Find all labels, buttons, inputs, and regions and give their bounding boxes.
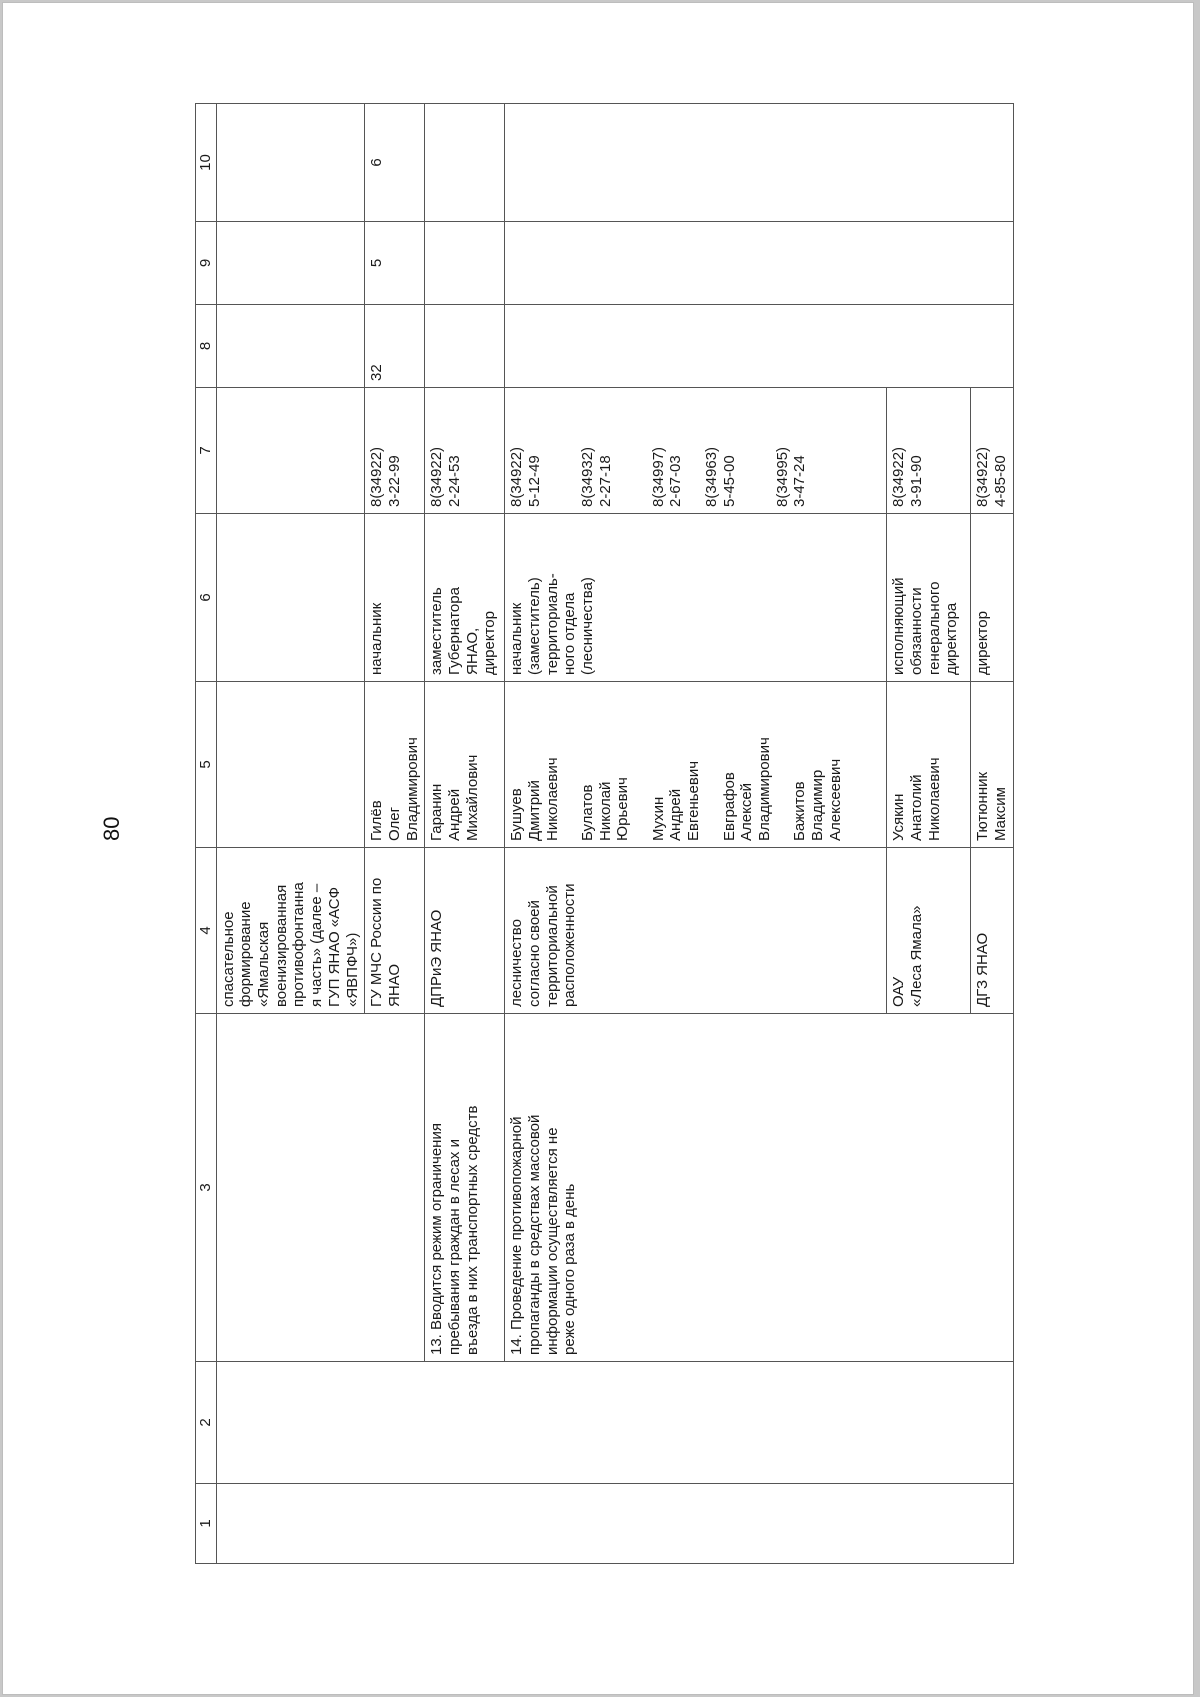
person-cell: Усякин Анатолий Николаевич	[887, 682, 971, 848]
organization-cell: ОАУ «Леса Ямала»	[887, 848, 971, 1014]
person-cell: Гилёв Олег Владимирович	[365, 682, 425, 848]
phone-cell: 8(34922) 4-85-80	[971, 388, 1013, 514]
measures-table	[195, 103, 1014, 1564]
column-number: 7	[196, 388, 217, 514]
phone-cell	[216, 388, 365, 514]
cell-col3	[216, 1014, 425, 1362]
organization-cell: ДПРиЭ ЯНАО	[425, 848, 505, 1014]
rotated-table-container	[195, 104, 1077, 1564]
cell-col9	[216, 222, 365, 305]
position-cell: начальник	[365, 514, 425, 682]
position-cell: начальник (заместитель) территориаль- ного отдела (лесничества)	[505, 514, 887, 682]
column-number: 8	[196, 305, 217, 388]
cell-col10	[505, 104, 1013, 222]
column-number: 10	[196, 104, 217, 222]
organization-cell: спасательное формирование «Ямальская военизированная противофонтанна я часть» (далее – ГУП ЯНАО «АСФ «ЯВПФЧ»)	[216, 848, 365, 1014]
column-number: 4	[196, 848, 217, 1014]
person-cell: Гаранин Андрей Михайлович	[425, 682, 505, 848]
cell-col9	[425, 222, 505, 305]
column-number-row	[196, 104, 217, 1564]
cell-col10	[425, 104, 505, 222]
column-number: 5	[196, 682, 217, 848]
column-number: 1	[196, 1484, 217, 1564]
table-row	[505, 104, 887, 1564]
cell-col2	[216, 1362, 1013, 1484]
measure-cell: 13. Вводится режим ограничения пребывания граждан в лесах и въезда в них транспортных средств	[425, 1014, 505, 1362]
column-number: 6	[196, 514, 217, 682]
position-cell: исполняющий обязанности генерального директора	[887, 514, 971, 682]
table-row	[425, 104, 505, 1564]
column-number: 2	[196, 1362, 217, 1484]
organization-cell: ДГЗ ЯНАО	[971, 848, 1013, 1014]
person-cell	[216, 682, 365, 848]
measure-cell: 14. Проведение противопожарной пропаганды в средствах массовой информации осуществляется не реже одного раза в день	[505, 1014, 1013, 1362]
cell-col10: 6	[365, 104, 425, 222]
column-number: 9	[196, 222, 217, 305]
phone-cell: 8(34922) 5-12-49 8(34932) 2-27-18 8(34997) 2-67-03 8(34963) 5-45-00 8(34995) 3-47-24	[505, 388, 887, 514]
cell-col9: 5	[365, 222, 425, 305]
document-page	[2, 2, 1194, 1695]
table-row	[216, 104, 365, 1564]
cell-col1	[216, 1484, 1013, 1564]
position-cell	[216, 514, 365, 682]
column-number: 3	[196, 1014, 217, 1362]
phone-cell: 8(34922) 3-22-99	[365, 388, 425, 514]
cell-col10	[216, 104, 365, 222]
person-cell: Бушуев Дмитрий Николаевич Булатов Николай Юрьевич Мухин Андрей Евгеньевич Евграфов Алексей Владимирович Бажитов Владимир Алексеевич	[505, 682, 887, 848]
page-number: 80	[99, 816, 124, 841]
position-cell: директор	[971, 514, 1013, 682]
cell-col8: 32	[365, 305, 425, 388]
organization-cell: ГУ МЧС России по ЯНАО	[365, 848, 425, 1014]
phone-cell: 8(34922) 3-91-90	[887, 388, 971, 514]
cell-col8	[425, 305, 505, 388]
person-cell: Тютюнник Максим	[971, 682, 1013, 848]
cell-col9	[505, 222, 1013, 305]
cell-col8	[505, 305, 1013, 388]
phone-cell: 8(34922) 2-24-53	[425, 388, 505, 514]
cell-col8	[216, 305, 365, 388]
position-cell: заместитель Губернатора ЯНАО, директор	[425, 514, 505, 682]
organization-cell: лесничество согласно своей территориальной расположенности	[505, 848, 887, 1014]
